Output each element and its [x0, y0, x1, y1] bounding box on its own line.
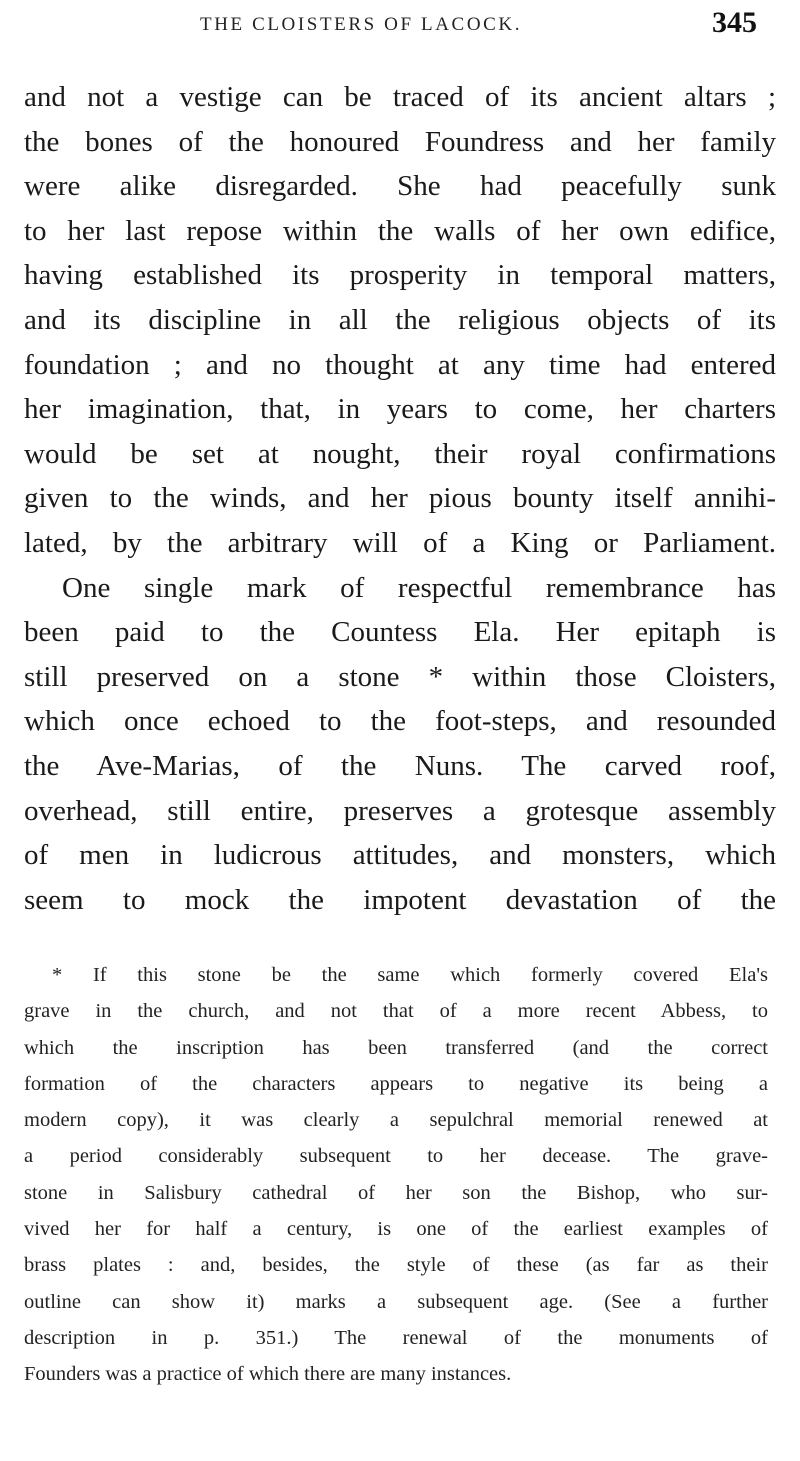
- body-line: and not a vestige can be traced of its ancient altars ;: [24, 81, 776, 113]
- body-text: [24, 75, 776, 922]
- running-title: THE CLOISTERS OF LACOCK.: [200, 14, 523, 35]
- body-line: were alike disregarded. She had peacefully sunk: [24, 170, 776, 203]
- body-line: overhead, still entire, preserves a grotesque assembly: [24, 794, 776, 827]
- footnote-line: which the inscription has been transferred (and the correct: [24, 1036, 768, 1059]
- body-line: having established its prosperity in temporal matters,: [24, 259, 776, 292]
- footnote: [24, 957, 768, 1393]
- body-line: foundation ; and no thought at any time had entered: [24, 348, 776, 381]
- running-head: [0, 6, 800, 42]
- footnote-line: description in p. 351.) The renewal of the monuments of: [24, 1326, 768, 1349]
- body-line: of men in ludicrous attitudes, and monsters, which: [24, 839, 776, 872]
- footnote-line: grave in the church, and not that of a more recent Abbess, to: [24, 1000, 768, 1023]
- footnote-line: brass plates : and, besides, the style of these (as far as their: [24, 1254, 768, 1277]
- body-line: the bones of the honoured Foundress and her family: [24, 125, 776, 158]
- footnote-line: Founders was a practice of which there are many instances.: [24, 1363, 512, 1386]
- body-line: been paid to the Countess Ela. Her epitaph is: [24, 616, 776, 649]
- body-line: would be set at nought, their royal confirmations: [24, 437, 776, 470]
- footnote-line: * If this stone be the same which formerly covered Ela's: [52, 964, 768, 986]
- body-line: to her last repose within the walls of her own edifice,: [24, 214, 776, 247]
- body-line: seem to mock the impotent devastation of the: [24, 883, 776, 916]
- footnote-line: stone in Salisbury cathedral of her son the Bishop, who sur-: [24, 1181, 768, 1204]
- page-number: 345: [712, 6, 757, 39]
- body-line: given to the winds, and her pious bounty itself annihi-: [24, 482, 776, 515]
- body-line: still preserved on a stone * within those Cloisters,: [24, 660, 776, 693]
- body-line: the Ave-Marias, of the Nuns. The carved roof,: [24, 749, 776, 782]
- body-line: One single mark of respectful remembrance has: [62, 571, 776, 604]
- body-line: her imagination, that, in years to come, her charters: [24, 393, 776, 426]
- body-line: which once echoed to the foot-steps, and resounded: [24, 705, 776, 738]
- footnote-line: outline can show it) marks a subsequent age. (See a further: [24, 1290, 768, 1313]
- footnote-line: formation of the characters appears to negative its being a: [24, 1072, 768, 1095]
- footnote-line: modern copy), it was clearly a sepulchral memorial renewed at: [24, 1109, 768, 1132]
- footnote-line: vived her for half a century, is one of the earliest examples of: [24, 1218, 768, 1241]
- footnote-line: a period considerably subsequent to her decease. The grave-: [24, 1145, 768, 1168]
- body-line: and its discipline in all the religious objects of its: [24, 303, 776, 336]
- body-line: lated, by the arbitrary will of a King or Parliament.: [24, 526, 776, 559]
